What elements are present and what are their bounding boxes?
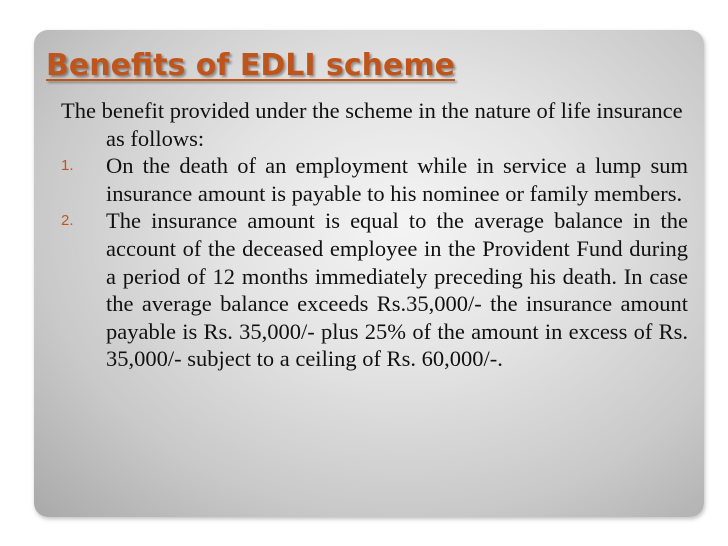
list-item-text: On the death of an employment while in service a lump sum insurance amount is payable to his nominee or family members.: [106, 153, 688, 206]
list-number: 2.: [61, 212, 74, 230]
list-item-text: The insurance amount is equal to the average balance in the account of the deceased employee in the Provident Fund during a period of 12 months immediately preceding his death. In case the average balance exceeds Rs.35,000/- the insurance amount payable is Rs. 35,000/- plus 25% of the amount in excess of Rs. 35,000/- subject to a ceiling of Rs. 60,000/-.: [106, 208, 688, 372]
list-number: 1.: [61, 157, 74, 175]
list-item: [61, 207, 688, 373]
benefits-list: [61, 152, 688, 373]
slide-body: [61, 97, 688, 373]
list-item: [61, 152, 688, 207]
intro-paragraph: The benefit provided under the scheme in the nature of life insurance as follows:: [61, 98, 683, 151]
slide-title: Benefits of EDLI scheme: [46, 48, 455, 83]
